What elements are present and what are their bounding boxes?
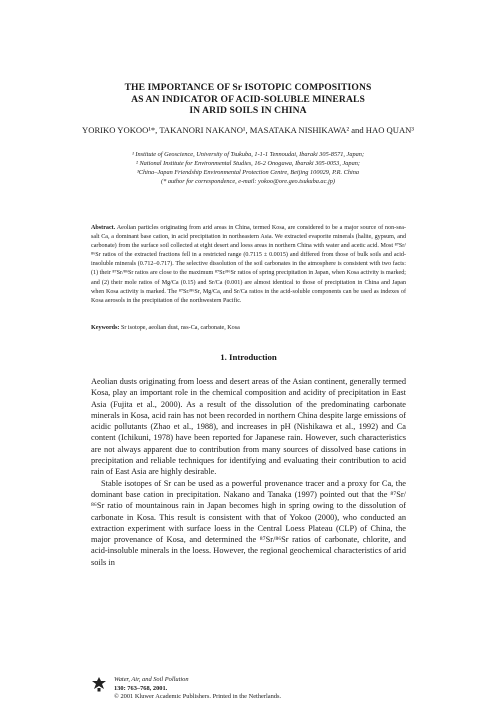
journal-volume-pages: 130: 763–768, 2001. (114, 684, 168, 692)
keywords-text: Sr isotope, aeolian dust, nss-Ca, carbonate, Kosa (120, 325, 240, 331)
abstract-text: Aeolian particles originating from arid areas in China, termed Kosa, are considered to be a major source of non-sea-salt Ca, a dominant base cation, in acid precipitation in northeastern Asia. We extracted evaporite minerals (halite, gypsum, and carbonate) from the surface soil collected at eight desert and loess areas in northern China with water and acetic acid. Most ⁸⁷Sr/⁸⁶Sr ratios of the extracted fractions fell in a restricted range (0.7115 ± 0.0015) and differed from those of bulk soils and acid-insoluble minerals (0.712–0.717). The selective dissolution of the soil carbonates in the atmosphere is consistent with two facts: (1) their ⁸⁷Sr/⁸⁶Sr ratios are close to the maximum ⁸⁷Sr/⁸⁶Sr ratios of spring precipitation in Japan, when Kosa activity is marked; and (2) their mole ratios of Mg/Ca (0.15) and Sr/Ca (0.001) are almost identical to those of precipitation in China and Japan when Kosa activity is marked. The ⁸⁷Sr/⁸⁶Sr, Mg/Ca, and Sr/Ca ratios in the acid-soluble components can be used as indexes of Kosa aerosols in the precipitation of the northwestern Pacific. (91, 225, 407, 304)
body-paragraph-1: Aeolian dusts originating from loess and desert areas of the Asian continent, generally termed Kosa, play an important role in the chemical composition and acidity of precipitation in East Asia (Fujita et al., 2000). As a result of the dissolution of the predominating carbonate minerals in Kosa, acid rain has not been recorded in northern China despite large emissions of acidic pollutants (Zhao et al., 1988), and increases in pH (Nishikawa et al., 1992) and Ca content (Ichikuni, 1978) have been reported for Japanese rain. However, such characteristics are not always apparent due to contribution from many sources of dissolved base cations in precipitation and reliable techniques for identifying and evaluating their contribution to acid rain of East Asia are highly desirable. (91, 377, 406, 477)
affiliations (60, 150, 436, 186)
author-list: YORIKO YOKOO¹*, TAKANORI NAKANO¹, MASATAKA NISHIKAWA² and HAO QUAN³ (82, 125, 414, 135)
publisher-logo-icon (91, 676, 107, 692)
title-line-3: IN ARID SOILS IN CHINA (189, 105, 307, 116)
affiliation-1: ¹ Institute of Geoscience, University of Tsukuba, 1-1-1 Tennoudai, Ibaraki 305-8571, Japan; (131, 151, 365, 158)
copyright-line: © 2001 Kluwer Academic Publishers. Printed in the Netherlands. (114, 693, 282, 700)
journal-citation (114, 676, 281, 702)
journal-name: Water, Air, and Soil Pollution (114, 676, 189, 683)
keywords-label: Keywords: (91, 325, 120, 331)
body-paragraph-2: Stable isotopes of Sr can be used as a powerful provenance tracer and a proxy for Ca, the dominant base cation in precipitation. Nakano and Tanaka (1997) pointed out that the ⁸⁷Sr/⁸⁶Sr ratio of mountainous rain in Japan becomes high in spring owing to the dissolution of carbonate in Kosa. This result is consistent with that of Yokoo (2000), who conducted an extraction experiment with surface loess in the Central Loess Plateau (CLP) of China, the major provenance of Kosa, and determined the ⁸⁷Sr/⁸⁶Sr ratios of carbonate, chlorite, and acid-insoluble minerals in the loess. However, the regional geochemical characteristics of arid soils in (91, 478, 406, 567)
journal-line (114, 676, 281, 693)
abstract (91, 224, 406, 306)
paper-title (60, 82, 436, 117)
section-heading: 1. Introduction (220, 352, 277, 362)
page-footer (91, 676, 406, 698)
title-line-1: THE IMPORTANCE OF Sr ISOTOPIC COMPOSITIONS (124, 82, 372, 93)
abstract-label: Abstract. (91, 225, 116, 231)
affiliation-3: ³China–Japan Friendship Environmental Protection Centre, Beijing 100029, P.R. China (136, 169, 360, 176)
body-text (91, 376, 406, 568)
affiliation-2: ² National Institute for Environmental Studies, 16-2 Onogawa, Ibaraki 305-0053, Japan; (136, 160, 360, 167)
title-line-2: AS AN INDICATOR OF ACID-SOLUBLE MINERALS (131, 93, 365, 105)
keywords (91, 324, 406, 333)
correspondence-note: (* author for correspondence, e-mail: yokoo@ore.geo.tsukuba.ac.jp) (161, 178, 335, 185)
